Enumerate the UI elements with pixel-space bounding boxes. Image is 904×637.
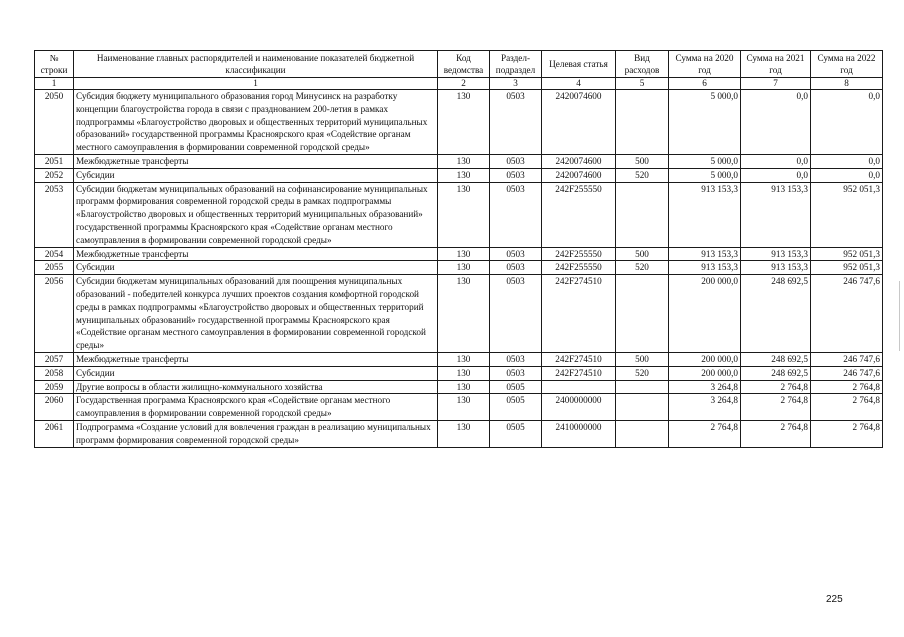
row-section: 0505 <box>490 380 542 394</box>
row-sum-2022: 2 764,8 <box>811 394 883 421</box>
row-section: 0503 <box>490 352 542 366</box>
row-sum-2020: 3 264,8 <box>669 380 741 394</box>
col-number: 6 <box>669 78 741 90</box>
row-section: 0503 <box>490 168 542 182</box>
row-number: 2061 <box>35 420 74 447</box>
header-name: Наименование главных распорядителей и наименование показателей бюджетной классификации <box>74 51 438 78</box>
row-target: 2420074600 <box>542 154 616 168</box>
table-row <box>35 352 883 366</box>
row-name: Субсидии бюджетам муниципальных образований для поощрения муниципальных образований - победителей конкурса лучших проектов создания комфортной городской среды в рамках подпрограммы «Благоустройство дворовых и общественных территорий муниципальных образований» государственной программы Красноярского края «Содействие органам местного самоуправления в формировании современной городской среды» <box>74 275 438 353</box>
row-section: 0503 <box>490 90 542 155</box>
row-target: 2400000000 <box>542 394 616 421</box>
row-expense-type <box>616 90 669 155</box>
row-sum-2022: 952 051,3 <box>811 261 883 275</box>
row-number: 2060 <box>35 394 74 421</box>
row-sum-2022: 0,0 <box>811 90 883 155</box>
row-sum-2021: 913 153,3 <box>741 261 811 275</box>
col-number: 8 <box>811 78 883 90</box>
row-target: 242F255550 <box>542 247 616 261</box>
row-name: Межбюджетные трансферты <box>74 247 438 261</box>
row-sum-2021: 248 692,5 <box>741 352 811 366</box>
row-target <box>542 380 616 394</box>
row-sum-2021: 248 692,5 <box>741 275 811 353</box>
row-number: 2052 <box>35 168 74 182</box>
header-row-no: № строки <box>35 51 74 78</box>
row-target: 242F274510 <box>542 275 616 353</box>
row-dept-code: 130 <box>438 352 490 366</box>
row-dept-code: 130 <box>438 247 490 261</box>
row-sum-2022: 2 764,8 <box>811 380 883 394</box>
row-sum-2020: 913 153,3 <box>669 247 741 261</box>
row-section: 0503 <box>490 366 542 380</box>
table-row <box>35 154 883 168</box>
row-dept-code: 130 <box>438 182 490 247</box>
row-name: Субсидии <box>74 366 438 380</box>
row-target: 2420074600 <box>542 90 616 155</box>
row-section: 0503 <box>490 247 542 261</box>
row-dept-code: 130 <box>438 275 490 353</box>
header-sum-2022: Сумма на 2022 год <box>811 51 883 78</box>
row-section: 0505 <box>490 420 542 447</box>
row-number: 2059 <box>35 380 74 394</box>
row-dept-code: 130 <box>438 154 490 168</box>
row-sum-2021: 2 764,8 <box>741 420 811 447</box>
row-section: 0503 <box>490 275 542 353</box>
row-sum-2021: 913 153,3 <box>741 247 811 261</box>
row-name: Субсидии <box>74 168 438 182</box>
row-sum-2020: 5 000,0 <box>669 154 741 168</box>
header-sum-2020: Сумма на 2020 год <box>669 51 741 78</box>
row-name: Субсидии бюджетам муниципальных образований на софинансирование муниципальных программ формирования современной городской среды в рамках подпрограммы «Благоустройство дворовых и общественных территорий муниципальных образований» государственной программы Красноярского края «Содействие органам местного самоуправления в формировании современной городской среды» <box>74 182 438 247</box>
row-name: Субсидия бюджету муниципального образования город Минусинск на разработку концепции благоустройства города в связи с празднованием 200-летия в рамках подпрограммы «Благоустройство дворовых и общественных территорий муниципальных образований» государственной программы Красноярского края «Содействие органам местного самоуправления в формировании современной городской среды» <box>74 90 438 155</box>
row-expense-type <box>616 420 669 447</box>
table-row <box>35 182 883 247</box>
col-number: 2 <box>438 78 490 90</box>
col-number: 4 <box>542 78 616 90</box>
header-expense-type: Вид расходов <box>616 51 669 78</box>
header-sum-2021: Сумма на 2021 год <box>741 51 811 78</box>
row-section: 0505 <box>490 394 542 421</box>
row-dept-code: 130 <box>438 394 490 421</box>
row-expense-type <box>616 182 669 247</box>
column-number-row <box>35 78 883 90</box>
row-dept-code: 130 <box>438 366 490 380</box>
row-name: Межбюджетные трансферты <box>74 154 438 168</box>
row-expense-type: 520 <box>616 168 669 182</box>
row-dept-code: 130 <box>438 90 490 155</box>
row-sum-2022: 246 747,6 <box>811 352 883 366</box>
row-section: 0503 <box>490 261 542 275</box>
row-sum-2022: 952 051,3 <box>811 247 883 261</box>
table-row <box>35 168 883 182</box>
row-target: 2410000000 <box>542 420 616 447</box>
row-sum-2020: 913 153,3 <box>669 182 741 247</box>
row-number: 2055 <box>35 261 74 275</box>
col-number: 5 <box>616 78 669 90</box>
row-expense-type: 500 <box>616 352 669 366</box>
row-number: 2058 <box>35 366 74 380</box>
row-name: Государственная программа Красноярского края «Содействие органам местного самоуправления в формировании современной городской среды» <box>74 394 438 421</box>
scan-artifact-line <box>899 281 900 351</box>
row-sum-2020: 5 000,0 <box>669 90 741 155</box>
col-number: 7 <box>741 78 811 90</box>
row-number: 2050 <box>35 90 74 155</box>
row-number: 2057 <box>35 352 74 366</box>
row-expense-type: 500 <box>616 247 669 261</box>
row-sum-2021: 913 153,3 <box>741 182 811 247</box>
row-sum-2022: 2 764,8 <box>811 420 883 447</box>
col-number: 1 <box>35 78 74 90</box>
table-row <box>35 275 883 353</box>
table-row <box>35 380 883 394</box>
row-target: 242F274510 <box>542 352 616 366</box>
row-target: 242F255550 <box>542 182 616 247</box>
table-row <box>35 247 883 261</box>
row-expense-type: 520 <box>616 261 669 275</box>
page-number: 225 <box>826 594 843 605</box>
row-dept-code: 130 <box>438 420 490 447</box>
row-expense-type: 520 <box>616 366 669 380</box>
header-section: Раздел-подраздел <box>490 51 542 78</box>
row-name: Подпрограмма «Создание условий для вовлечения граждан в реализацию муниципальных программ формирования современной городской среды» <box>74 420 438 447</box>
row-sum-2021: 248 692,5 <box>741 366 811 380</box>
row-expense-type <box>616 380 669 394</box>
row-sum-2021: 0,0 <box>741 168 811 182</box>
row-target: 2420074600 <box>542 168 616 182</box>
col-number: 3 <box>490 78 542 90</box>
row-sum-2020: 200 000,0 <box>669 275 741 353</box>
row-expense-type <box>616 394 669 421</box>
header-target: Целевая статья <box>542 51 616 78</box>
row-sum-2022: 246 747,6 <box>811 366 883 380</box>
table-row <box>35 261 883 275</box>
table-row <box>35 420 883 447</box>
row-number: 2053 <box>35 182 74 247</box>
row-sum-2020: 3 264,8 <box>669 394 741 421</box>
table-row <box>35 366 883 380</box>
budget-table <box>34 50 883 448</box>
row-sum-2021: 2 764,8 <box>741 380 811 394</box>
budget-sheet <box>34 50 882 448</box>
row-dept-code: 130 <box>438 168 490 182</box>
row-sum-2020: 5 000,0 <box>669 168 741 182</box>
row-sum-2022: 952 051,3 <box>811 182 883 247</box>
header-row <box>35 51 883 78</box>
row-name: Другие вопросы в области жилищно-коммунального хозяйства <box>74 380 438 394</box>
row-target: 242F274510 <box>542 366 616 380</box>
row-sum-2022: 0,0 <box>811 154 883 168</box>
row-expense-type <box>616 275 669 353</box>
header-dept-code: Код ведомства <box>438 51 490 78</box>
row-dept-code: 130 <box>438 380 490 394</box>
row-sum-2022: 0,0 <box>811 168 883 182</box>
row-sum-2021: 0,0 <box>741 90 811 155</box>
row-sum-2020: 200 000,0 <box>669 352 741 366</box>
row-number: 2051 <box>35 154 74 168</box>
row-number: 2056 <box>35 275 74 353</box>
row-name: Субсидии <box>74 261 438 275</box>
row-target: 242F255550 <box>542 261 616 275</box>
row-section: 0503 <box>490 182 542 247</box>
row-number: 2054 <box>35 247 74 261</box>
row-sum-2021: 0,0 <box>741 154 811 168</box>
row-section: 0503 <box>490 154 542 168</box>
col-number: 1 <box>74 78 438 90</box>
row-expense-type: 500 <box>616 154 669 168</box>
row-sum-2021: 2 764,8 <box>741 394 811 421</box>
row-name: Межбюджетные трансферты <box>74 352 438 366</box>
row-sum-2020: 2 764,8 <box>669 420 741 447</box>
table-row <box>35 90 883 155</box>
row-sum-2022: 246 747,6 <box>811 275 883 353</box>
table-row <box>35 394 883 421</box>
row-dept-code: 130 <box>438 261 490 275</box>
row-sum-2020: 200 000,0 <box>669 366 741 380</box>
row-sum-2020: 913 153,3 <box>669 261 741 275</box>
